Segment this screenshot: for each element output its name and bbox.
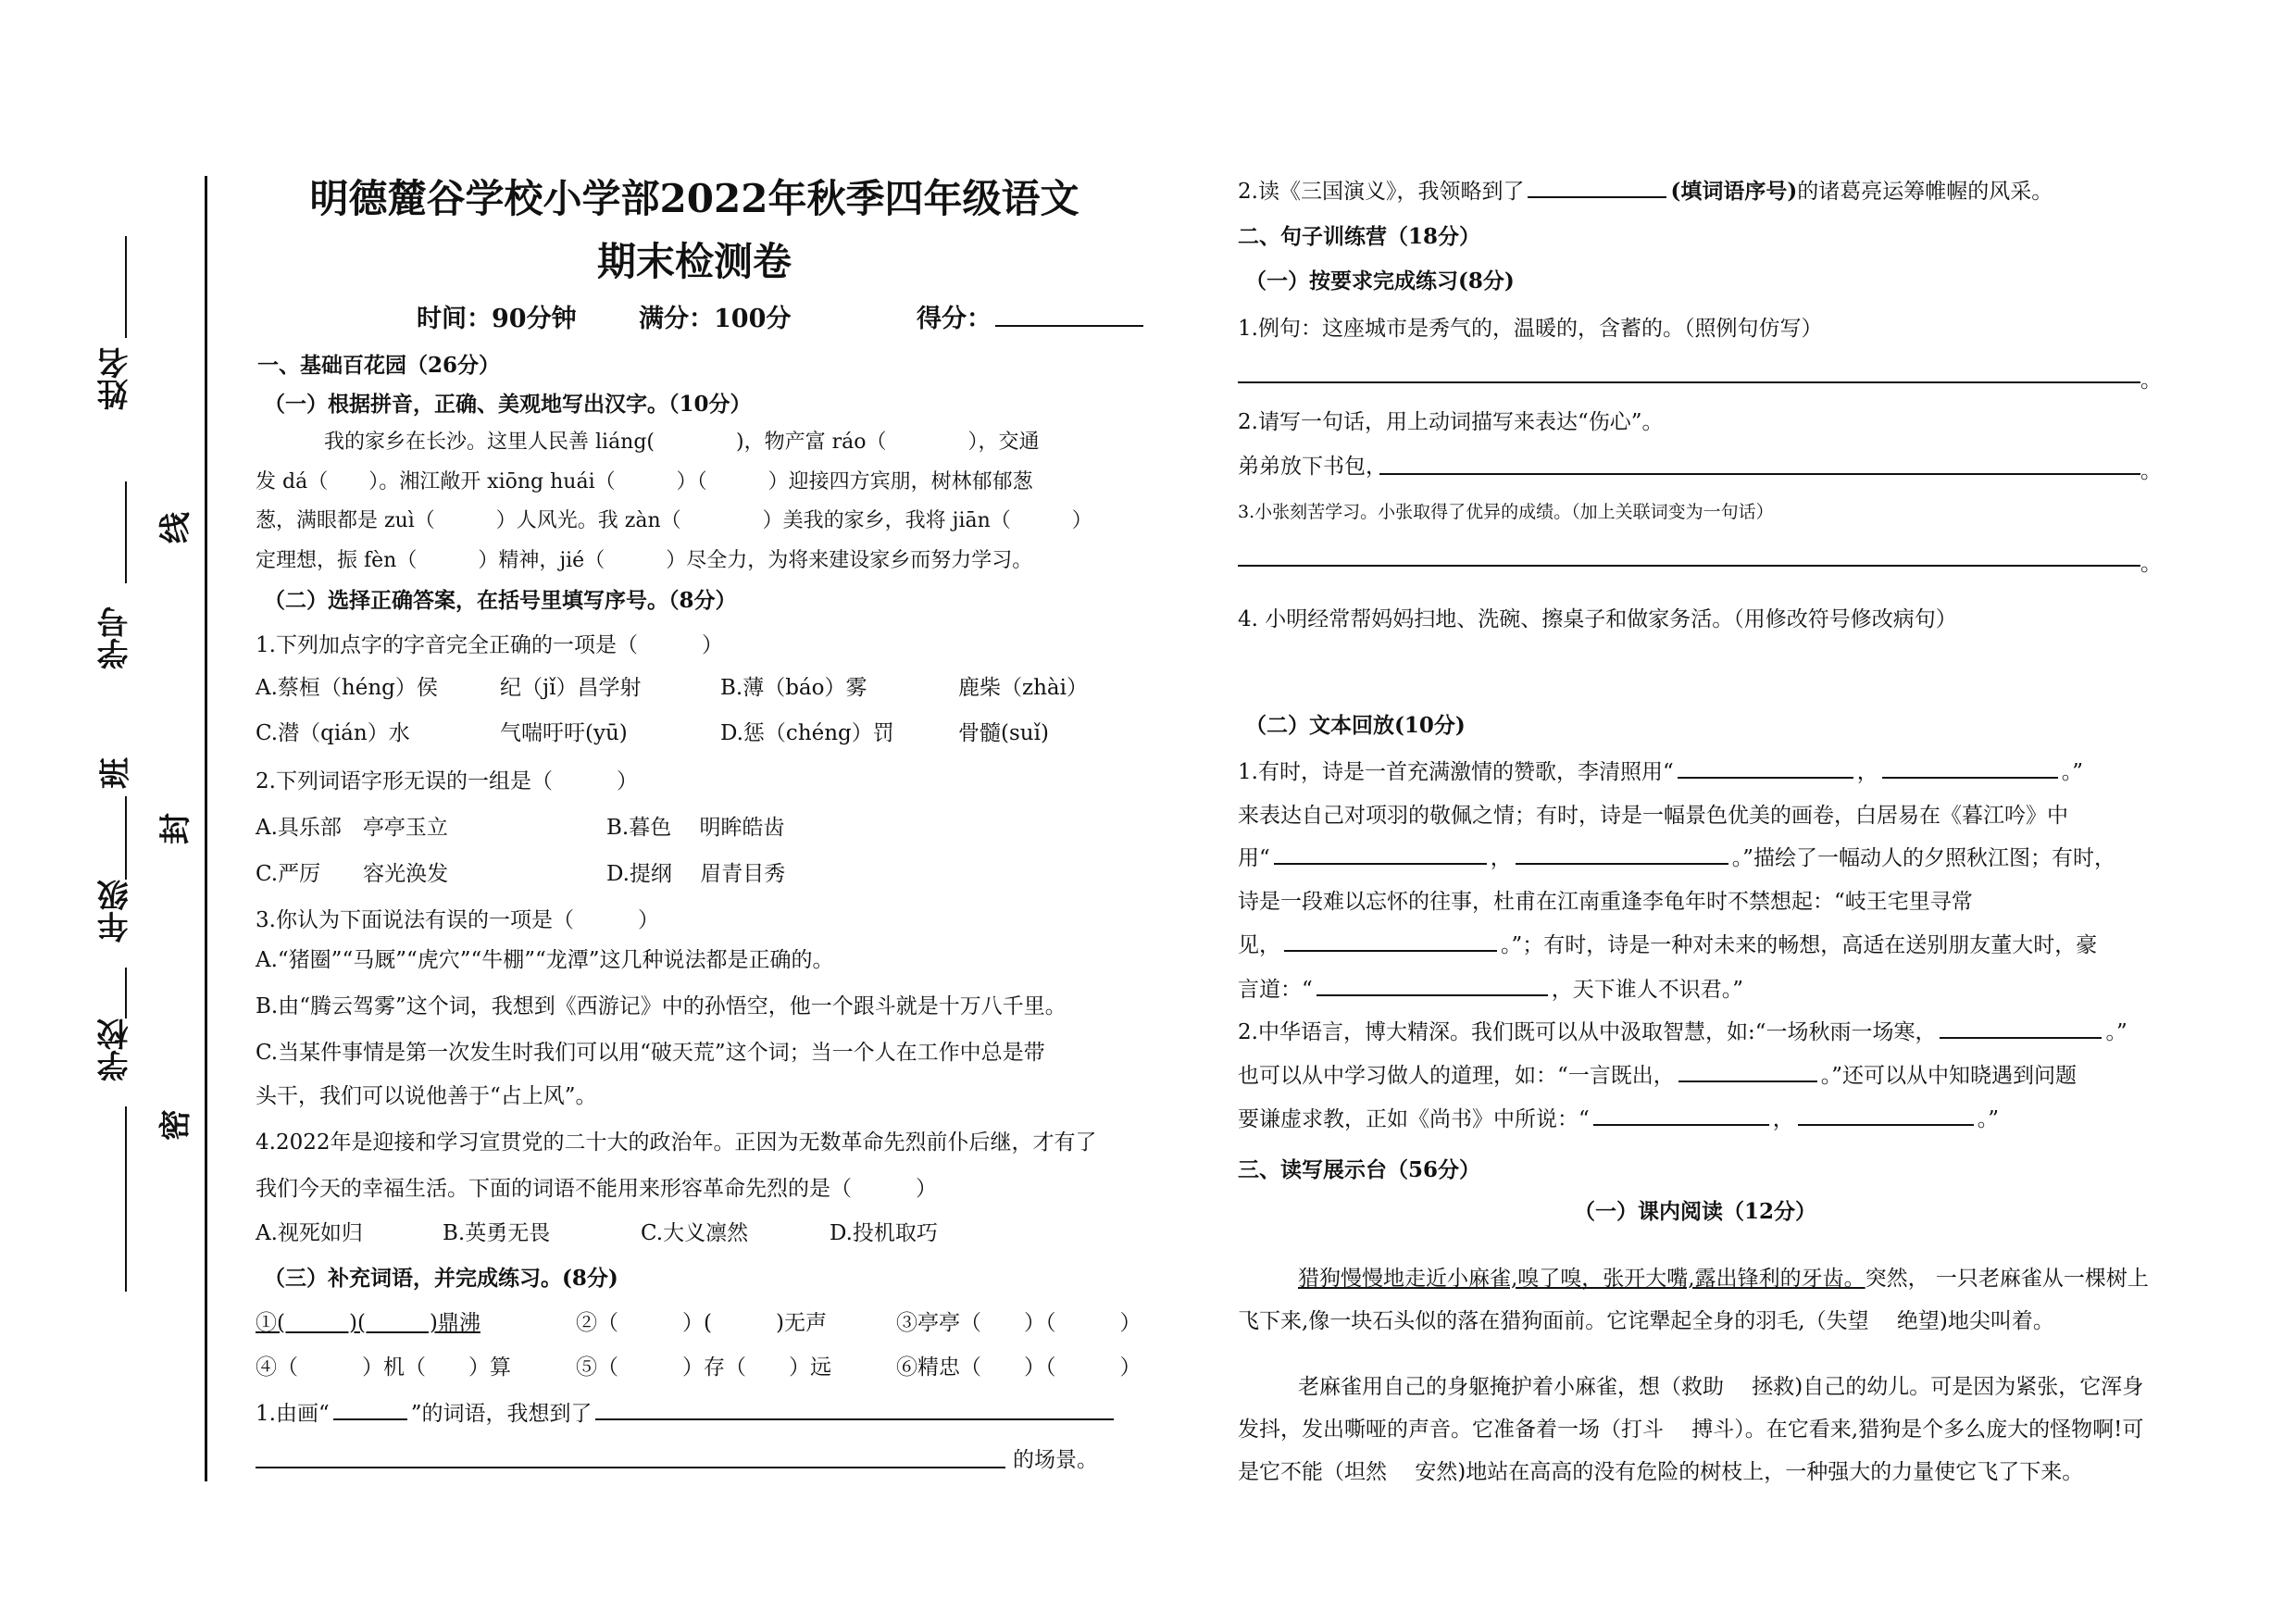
t1-blank-6[interactable] [1316,975,1548,996]
t2-blank-2[interactable] [1678,1061,1817,1082]
q3-option-c-line2: 头干，我们可以说他善于“占上风”。 [256,1084,597,1108]
q1-option-d2: 骨髓(suǐ) [958,721,1049,745]
follow-up-answer-line[interactable] [256,1467,1005,1468]
s2-question-3: 3.小张刻苦学习。小张取得了优异的成绩。（加上关联词变为一句话） [1238,502,1774,522]
follow-up-end: 的场景。 [1013,1448,1098,1472]
grade-field[interactable] [125,968,127,1018]
r-q2-blank[interactable] [1528,177,1666,198]
q2-option-c: C.严厉 容光涣发 [256,862,449,886]
section-2-title: 二、句子训练营（18分） [1238,224,1481,249]
t1-blank-4[interactable] [1516,843,1728,865]
q1-option-b2: 鹿柴（zhài） [958,676,1088,700]
q4-option-a: A.视死如归 [256,1221,363,1245]
section-3-part-1-title: （一）课内阅读（12分） [1574,1199,1817,1224]
school-field[interactable] [125,1106,127,1292]
pinyin-line-3: 葱，满眼都是 zuì（ ）人风光。我 zàn（ ）美我的家乡，我将 jiān（ ） [256,509,1092,532]
q3-option-c-line1: C.当某件事情是第一次发生时我们可以用“破天荒”这个词；当一个人在工作中总是带 [256,1041,1045,1065]
follow-up-blank-2[interactable] [595,1399,1114,1420]
q2-option-d: D.提纲 眉青目秀 [606,862,786,886]
t1-blank-2[interactable] [1882,757,2058,779]
t2-line-3: 要谦虚求教，正如《尚书》中所说：“ ， 。” [1238,1102,1999,1132]
word-fill-4: ④（ ）机（ ）算 [256,1355,511,1380]
part-3-title: （三）补充词语，并完成练习。(8分) [264,1266,618,1291]
exam-title-line2: 期末检测卷 [596,239,792,284]
q3-option-b: B.由“腾云驾雾”这个词，我想到《西游记》中的孙悟空，他一个跟斗就是十万八千里。 [256,994,1067,1018]
part-1-title: （一）根据拼音，正确、美观地写出汉字。（10分） [264,392,752,417]
t2-blank-4[interactable] [1798,1105,1974,1126]
name-field[interactable] [125,236,127,338]
t1-line-5: 见， 。”；有时，诗是一种对未来的畅想，高适在送别朋友董大时，豪 [1238,928,2097,958]
t2-line-1: 2.中华语言，博大精深。我们既可以从中汲取智慧，如:“一场秋雨一场寒， 。” [1238,1015,2128,1045]
word-fill-5: ⑤（ ）存（ ）远 [576,1355,831,1380]
s2-question-1: 1.例句：这座城市是秀气的，温暖的，含蓄的。（照例句仿写） [1238,317,1823,341]
s2-q1-answer-line[interactable] [1238,381,2140,383]
exam-score-label: 得分： [917,298,1147,334]
student-number-field[interactable] [125,481,127,583]
t1-blank-1[interactable] [1678,757,1853,779]
question-2: 2.下列词语字形无误的一组是（ ） [256,769,638,793]
t1-blank-5[interactable] [1284,931,1497,952]
seal-line-label: 线 [157,512,194,543]
t1-line-3: 用“ ， 。”描绘了一幅动人的夕照秋江图；有时， [1238,841,2115,871]
word-fill-3: ③亭亭（ ）（ ） [896,1311,1142,1335]
school-label: 学校 [97,1018,134,1081]
question-4-line1: 4.2022年是迎接和学习宣贯党的二十大的政治年。正因为无数革命先烈前仆后继，才有了 [256,1131,1097,1155]
follow-up-blank-1[interactable] [333,1399,407,1420]
q3-option-a: A.“猪圈”“马厩”“虎穴”“牛棚”“龙潭”这几种说法都是正确的。 [256,948,834,972]
section-1-title: 一、基础百花园（26分） [257,353,501,378]
q1-option-c2: 气喘吁吁(yū) [500,721,628,745]
q4-option-c: C.大义凛然 [641,1221,749,1245]
q1-option-c: C.潜（qián）水 [256,721,410,745]
word-fill-1: ①( )( )鼎沸 [256,1311,480,1335]
question-3: 3.你认为下面说法有误的一项是（ ） [256,908,659,932]
word-fill-6: ⑥精忠（ ）（ ） [896,1355,1142,1380]
score-field[interactable] [995,303,1143,327]
s2-q3-answer-line[interactable] [1238,565,2140,567]
s2-question-4: 4. 小明经常帮妈妈扫地、洗碗、擦桌子和做家务活。（用修改符号修改病句） [1238,607,1957,631]
t2-blank-1[interactable] [1940,1018,2102,1039]
t1-line-6: 言道：“ ，天下谁人不识君。” [1238,972,1743,1003]
seal-secret-label: 密 [157,1109,194,1141]
t2-line-2: 也可以从中学习做人的道理，如：“一言既出， 。”还可以从中知晓遇到问题 [1238,1058,2077,1089]
word-fill-2: ②（ ）( )无声 [576,1311,827,1335]
q4-option-b: B.英勇无畏 [443,1221,551,1245]
question-1: 1.下列加点字的字音完全正确的一项是（ ） [256,633,723,657]
pinyin-line-2: 发 dá（ ）。湘江敞开 xiōng huái（ ）（ ）迎接四方宾朋，树林郁郁葱 [256,470,1033,493]
class-label: 班 [97,757,134,789]
exam-time: 时间：90分钟 [417,305,577,333]
s2-q3-period: 。 [2140,552,2162,576]
t1-line-4: 诗是一段难以忘怀的往事，杜甫在江南重逢李龟年时不禁想起：“岐王宅里寻常 [1238,890,1973,914]
s2-question-2: 2.请写一句话，用上动词描写来表达“伤心”。 [1238,410,1664,434]
q1-option-a: A.蔡桓（héng）侯 [256,676,438,700]
q2-option-a: A.具乐部 亭亭玉立 [256,816,448,840]
part-2-title: （二）选择正确答案，在括号里填写序号。（8分） [264,588,737,613]
section-3-title: 三、读写展示台（56分） [1238,1157,1481,1182]
t1-line-1: 1.有时，诗是一首充满激情的赞歌，李清照用“ ， 。” [1238,755,2083,785]
t1-line-2: 来表达自己对项羽的敬佩之情；有时，诗是一幅景色优美的画卷，白居易在《暮江吟》中 [1238,804,2068,828]
r-question-2: 2.读《三国演义》，我领略到了 (填词语序号)的诸葛亮运筹帷幄的风采。 [1238,179,2053,204]
t1-blank-3[interactable] [1274,843,1487,865]
pinyin-line-1: 我的家乡在长沙。这里人民善 liáng( )，物产富 ráo（ ），交通 [324,431,1040,454]
q2-option-b: B.暮色 明眸皓齿 [606,816,785,840]
follow-up-question: 1.由画“ ”的词语，我想到了 [256,1396,1117,1427]
section-2-part-2-title: （二）文本回放(10分) [1245,713,1466,738]
section-2-part-1-title: （一）按要求完成练习(8分) [1245,269,1515,294]
grade-label: 年级 [97,880,134,943]
binding-line [205,176,207,1481]
s2-q1-period: 。 [2140,369,2162,393]
student-number-label: 学号 [97,606,134,669]
q1-option-b: B.薄（báo）雾 [720,676,867,700]
question-4-line2: 我们今天的幸福生活。下面的词语不能用来形容革命先烈的是（ ） [256,1177,937,1201]
class-field[interactable] [125,796,127,880]
q1-option-a2: 纪（jǐ）昌学射 [500,676,642,700]
name-label: 姓名 [97,347,134,410]
reading-paragraph-1: 猎狗慢慢地走近小麻雀,嗅了嗅，张开大嘴,露出锋利的牙齿。突然， 一只老麻雀从一棵树上飞下来,像一块石头似的落在猎狗面前。它诧犟起全身的羽毛,（失望 绝望)地尖叫着。 [1238,1267,2149,1333]
seal-seal-label: 封 [157,813,194,844]
pinyin-line-4: 定理想，振 fèn（ ）精神，jié（ ）尽全力，为将来建设家乡而努力学习。 [256,549,1033,572]
reading-paragraph-2: 老麻雀用自己的身躯掩护着小麻雀，想（救助 拯救)自己的幼儿。可是因为紧张，它浑身发抖，发出嘶哑的声音。它准备着一场（打斗 搏斗）。在它看来,猎狗是个多么庞大的怪物啊!可是它不能（坦然 安然)地站在高高的没有危险的树枝上，一种强大的力量使它飞了下来。 [1238,1375,2144,1484]
q1-option-d: D.惩（chéng）罚 [720,721,894,745]
s2-q2-answer-line[interactable] [1379,473,2140,475]
s2-q2-lead: 弟弟放下书包， [1238,455,1387,479]
t2-blank-3[interactable] [1593,1105,1769,1126]
s2-q2-period: 。 [2140,459,2162,483]
q4-option-d: D.投机取巧 [830,1221,938,1245]
exam-full-score: 满分：100分 [639,305,792,333]
exam-title-line1: 明德麓谷学校小学部2022年秋季四年级语文 [309,176,1079,221]
